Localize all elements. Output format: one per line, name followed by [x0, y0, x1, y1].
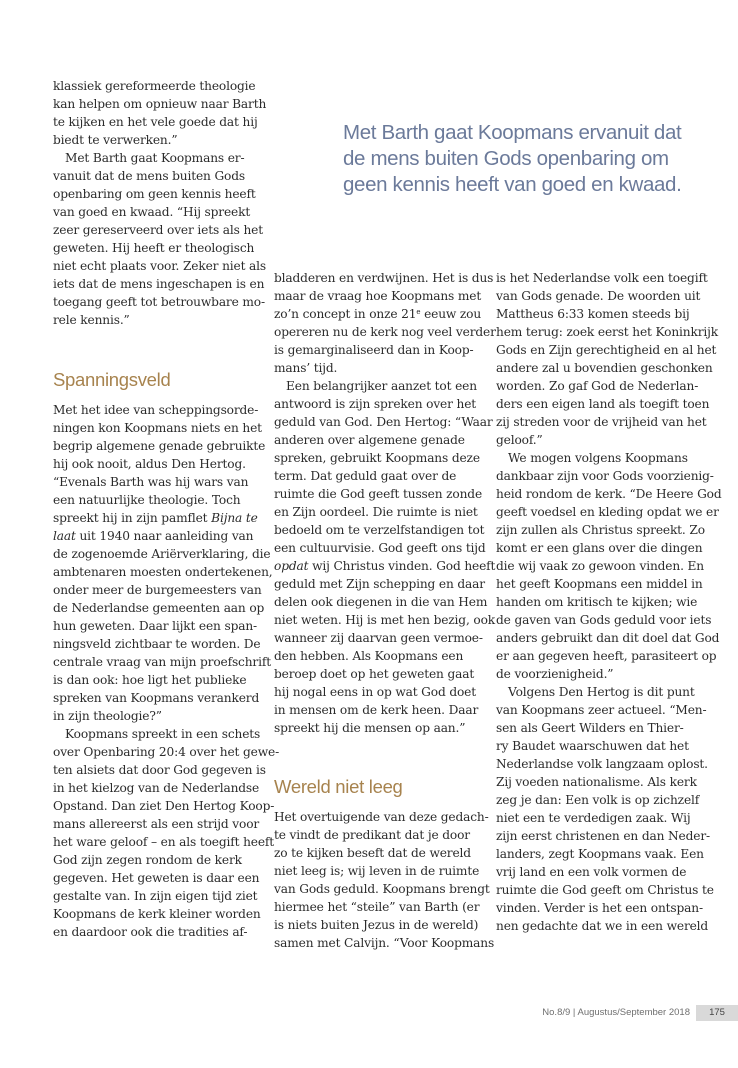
body-line: Met Barth gaat Koopmans er- [53, 151, 245, 165]
body-line: die wij vaak zo gewoon vinden. En [496, 559, 704, 573]
body-line: toegang geeft tot betrouwbare mo- [53, 295, 265, 309]
body-line: zijn zullen als Christus spreekt. Zo [496, 523, 705, 537]
body-line: van Koopmans zeer actueel. “Men- [496, 703, 707, 717]
body-line: openbaring om geen kennis heeft [53, 187, 256, 201]
body-line: gegeven. Het geweten is daar een [53, 871, 260, 885]
body-line: Nederlandse volk langzaam oplost. [496, 757, 708, 771]
body-line: de gaven van Gods geduld voor iets [496, 613, 712, 627]
body-line: is dan ook: hoe ligt het publieke [53, 673, 247, 687]
pull-quote [343, 120, 681, 198]
body-line: de Nederlandse gemeenten aan op [53, 601, 265, 615]
body-line: biedt te verwerken.” [53, 133, 178, 147]
body-line: spreken van Koopmans verankerd [53, 691, 260, 705]
body-line: God zijn zegen rondom de kerk [53, 853, 242, 867]
body-line: te kijken en het vele goede dat hij [53, 115, 258, 129]
body-line: hij ook nooit, aldus Den Hertog. [53, 457, 246, 471]
body-line: laat uit 1940 naar aanleiding van [53, 529, 254, 543]
body-line: den hebben. Als Koopmans een [274, 649, 464, 663]
body-line: Volgens Den Hertog is dit punt [496, 685, 695, 699]
body-line: Mattheus 6:33 komen steeds bij [496, 307, 690, 321]
body-line: term. Dat geduld gaat over de [274, 469, 457, 483]
body-line: ry Baudet waarschuwen dat het [496, 739, 689, 753]
body-line: vanuit dat de mens buiten Gods [53, 169, 246, 183]
page-number: 175 [696, 1005, 738, 1021]
body-line: Een belangrijker aanzet tot een [274, 379, 477, 393]
body-line: zo’n concept in onze 21e eeuw zou [274, 307, 482, 321]
body-line: in mensen om de kerk heen. Daar [274, 703, 479, 717]
body-line: heid rondom de kerk. “De Heere God [496, 487, 722, 501]
body-line: maar de vraag hoe Koopmans met [274, 289, 482, 303]
body-line: begrip algemene genade gebruikte [53, 439, 266, 453]
body-line: andere zal u bovendien geschonken [496, 361, 713, 375]
body-line: wanneer zij daarvan geen vermoe- [274, 631, 483, 645]
pull-quote-line: de mens buiten Gods openbaring om [343, 147, 669, 170]
body-line: samen met Calvijn. “Voor Koopmans [274, 936, 495, 950]
body-line: geduld van God. Den Hertog: “Waar [274, 415, 493, 429]
body-line: en daardoor ook die tradities af- [53, 925, 248, 939]
body-line: hun geweten. Daar lijkt een span- [53, 619, 258, 633]
body-line: geduld met Zijn schepping en daar [274, 577, 485, 591]
body-line: hiermee het “steile” van Barth (er [274, 900, 480, 914]
body-line: bedoeld om te verzelfstandigen tot [274, 523, 485, 537]
body-line: We mogen volgens Koopmans [496, 451, 688, 465]
body-line: ders een eigen land als toegift toen [496, 397, 710, 411]
body-line: opereren nu de kerk nog veel verder [274, 325, 496, 339]
body-line: in zijn theologie?” [53, 709, 162, 723]
body-line: te vindt de predikant dat je door [274, 828, 470, 842]
body-line: Koopmans de kerk kleiner worden [53, 907, 261, 921]
body-line: kan helpen om opnieuw naar Barth [53, 97, 267, 111]
body-line: mans’ tijd. [274, 361, 338, 375]
body-line: ambtenaren moesten ondertekenen, [53, 565, 273, 579]
body-line: er aan gegeven heeft, parasiteert op [496, 649, 717, 663]
body-line: geeft voedsel en kleding opdat we er [496, 505, 719, 519]
pamphlet-title: Bijna te [211, 511, 258, 525]
body-line: hem terug: zoek eerst het Koninkrijk [496, 325, 718, 339]
body-line: onder meer de burgemeesters van [53, 583, 262, 597]
pamphlet-title: laat [53, 529, 76, 543]
body-line: spreekt hij die mensen op aan.” [274, 721, 466, 735]
body-line: van Gods geduld. Koopmans brengt [274, 882, 490, 896]
body-line: de voorzienigheid.” [496, 667, 614, 681]
body-line: Koopmans spreekt in een schets [53, 727, 261, 741]
body-line: van Gods genade. De woorden uit [496, 289, 701, 303]
body-line: Zij voeden nationalisme. Als kerk [496, 775, 697, 789]
body-line: niet echt plaats voor. Zeker niet als [53, 259, 267, 273]
body-line: ningen kon Koopmans niets en het [53, 421, 262, 435]
body-line: over Openbaring 20:4 over het gewe- [53, 745, 280, 759]
body-line: vinden. Verder is het een ontspan- [496, 901, 703, 915]
body-line: het ware geloof – en als toegift heeft [53, 835, 275, 849]
body-line: een natuurlijke theologie. Toch [53, 493, 241, 507]
body-line: gestalte van. In zijn eigen tijd ziet [53, 889, 258, 903]
body-line: ruimte die God geeft tussen zonde [274, 487, 483, 501]
body-line: mans allereerst als een strijd voor [53, 817, 260, 831]
body-line: zeg je dan: Een volk is op zichzelf [496, 793, 700, 807]
body-line: ten alsiets dat door God gegeven is [53, 763, 266, 777]
body-line: geweten. Hij heeft er theologisch [53, 241, 255, 255]
body-line: spreken, gebruikt Koopmans deze [274, 451, 480, 465]
body-line: van goed en kwaad. “Hij spreekt [53, 205, 251, 219]
body-line: het geeft Koopmans een middel in [496, 577, 703, 591]
body-line: anders gebruikt dan dit doel dat God [496, 631, 720, 645]
body-line: nen gedachte dat we in een wereld [496, 919, 709, 933]
body-line: Met het idee van scheppingsorde- [53, 403, 259, 417]
body-line: in het kielzog van de Nederlandse [53, 781, 260, 795]
page-footer [0, 1005, 738, 1021]
body-line: klassiek gereformeerde theologie [53, 79, 256, 93]
section-heading-spanningsveld: Spanningsveld [53, 369, 171, 390]
body-line: Opstand. Dan ziet Den Hertog Koop- [53, 799, 275, 813]
pull-quote-line: Met Barth gaat Koopmans ervanuit dat [343, 121, 682, 144]
body-line: worden. Zo gaf God de Nederlan- [496, 379, 699, 393]
emphasis-word: opdat [274, 559, 309, 573]
body-line: is niets buiten Jezus in de wereld) [274, 918, 479, 932]
section-heading-wereld-niet-leeg: Wereld niet leeg [274, 776, 403, 797]
body-line: ningsveld zichtbaar te worden. De [53, 637, 261, 651]
body-line: anderen over algemene genade [274, 433, 465, 447]
body-line: antwoord is zijn spreken over het [274, 397, 477, 411]
body-line: iets dat de mens ingeschapen is en [53, 277, 265, 291]
body-line: beroep doet op het geweten gaat [274, 667, 475, 681]
body-line: zijn eerst christenen en dan Neder- [496, 829, 710, 843]
body-line: niet weten. Hij is met hen bezig, ook [274, 613, 496, 627]
body-line: een cultuurvisie. God geeft ons tijd [274, 541, 486, 555]
body-line: opdat wij Christus vinden. God heeft [274, 559, 496, 573]
pull-quote-line: geen kennis heeft van goed en kwaad. [343, 173, 682, 196]
body-line: handen om kritisch te kijken; wie [496, 595, 698, 609]
body-line: Gods en Zijn gerechtigheid en al het [496, 343, 717, 357]
body-line: dankbaar zijn voor Gods voorzienig- [496, 469, 714, 483]
body-line: sen als Geert Wilders en Thier- [496, 721, 684, 735]
body-line: spreekt hij in zijn pamflet Bijna te [53, 511, 258, 525]
body-line: Het overtuigende van deze gedach- [274, 810, 489, 824]
body-line: komt er een glans over die dingen [496, 541, 703, 555]
body-line: hij nogal eens in op wat God doet [274, 685, 476, 699]
body-line: landers, zegt Koopmans vaak. Een [496, 847, 704, 861]
body-line: geloof.” [496, 433, 543, 447]
body-line: en Zijn oordeel. Die ruimte is niet [274, 505, 478, 519]
body-line: is gemarginaliseerd dan in Koop- [274, 343, 474, 357]
body-line: bladderen en verdwijnen. Het is dus [274, 271, 494, 285]
body-line: niet leeg is; wij leven in de ruimte [274, 864, 480, 878]
body-line: delen ook diegenen in die van Hem [274, 595, 488, 609]
body-line: ruimte die God geeft om Christus te [496, 883, 714, 897]
body-line: centrale vraag van mijn proefschrift [53, 655, 271, 669]
body-line: “Evenals Barth was hij wars van [53, 475, 249, 489]
body-line: zij streden voor de vrijheid van het [496, 415, 707, 429]
issue-info: No.8/9 | Augustus/September 2018 [542, 1007, 690, 1018]
body-line: vrij land en een volk vormen de [496, 865, 687, 879]
body-line: is het Nederlandse volk een toegift [496, 271, 708, 285]
body-line: zeer gereserveerd over iets als het [53, 223, 263, 237]
body-line: rele kennis.” [53, 313, 130, 327]
body-line: niet een te verdedigen zaak. Wij [496, 811, 691, 825]
body-line: zo te kijken beseft dat de wereld [274, 846, 471, 860]
body-line: de zogenoemde Ariërverklaring, die [53, 547, 271, 561]
